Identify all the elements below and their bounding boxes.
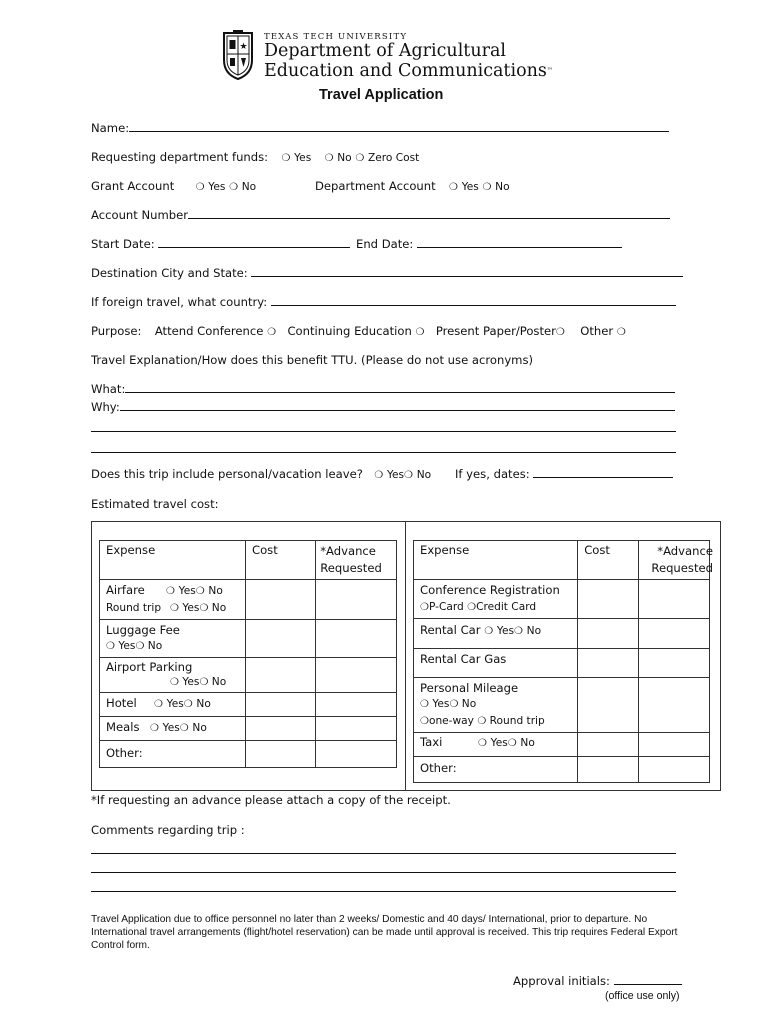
right-other-label: Other: [420, 761, 457, 775]
luggage-fee-label: Luggage Fee [106, 623, 180, 637]
taxi-advance-cell[interactable] [638, 733, 709, 757]
parking-yes-label: Yes [182, 676, 200, 688]
rental-no-radio[interactable]: ❍ [514, 626, 523, 637]
grant-yes-radio[interactable]: ❍ [195, 182, 205, 193]
approval-initials-line[interactable] [614, 974, 682, 985]
hotel-yes-radio[interactable]: ❍ [154, 699, 163, 710]
mileage-round-trip-radio[interactable]: ❍ [477, 716, 487, 727]
explanation-line-4[interactable] [91, 452, 676, 453]
foreign-travel-label: If foreign travel, what country: [91, 295, 268, 309]
airport-parking-label: Airport Parking [106, 660, 193, 674]
leave-dates-field[interactable] [455, 467, 673, 481]
purpose-label: Purpose: [91, 324, 142, 338]
footer-instructions: Travel Application due to office personnel no later than 2 weeks/ Domestic and 40 days/ International, prior to departure. No International travel arrangements (flight/hotel reservation) can be made until approval is received. This trip requires Federal Export Control form. [91, 914, 678, 951]
mileage-no-radio[interactable]: ❍ [449, 699, 459, 710]
luggage-options [106, 638, 251, 655]
mileage-round-trip-label: Round trip [489, 715, 545, 727]
left-advance-header-1: *Advance [320, 544, 376, 558]
end-date-label: End Date: [356, 237, 414, 251]
comments-line-2[interactable] [91, 872, 676, 873]
round-trip-no-radio[interactable]: ❍ [199, 603, 209, 614]
comments-line-3[interactable] [91, 891, 676, 892]
end-date-line[interactable] [417, 237, 622, 248]
account-number-line[interactable] [188, 208, 670, 219]
hotel-advance-cell[interactable] [316, 693, 397, 717]
airfare-label: Airfare [106, 583, 145, 597]
purpose-row [91, 324, 626, 338]
comments-label: Comments regarding trip : [91, 823, 245, 837]
personal-leave-label: Does this trip include personal/vacation leave? [91, 467, 363, 481]
name-field[interactable] [91, 121, 669, 135]
trip-type-options [420, 713, 583, 730]
approval-initials-label: Approval initials: [513, 974, 610, 988]
taxi-yes-label: Yes [490, 737, 508, 749]
airfare-yes-radio[interactable]: ❍ [166, 586, 175, 597]
luggage-no-radio[interactable]: ❍ [135, 641, 145, 652]
luggage-no-label: No [147, 640, 163, 652]
mileage-yes-radio[interactable]: ❍ [420, 699, 429, 710]
start-date-field[interactable] [91, 237, 350, 251]
hotel-yes-label: Yes [166, 698, 184, 710]
svg-text:★: ★ [239, 42, 248, 52]
explanation-line-3[interactable] [91, 431, 676, 432]
requesting-yes-label: Yes [294, 152, 312, 164]
what-line[interactable] [125, 382, 675, 393]
round-trip-row [106, 600, 251, 617]
parking-no-label: No [211, 676, 227, 688]
personal-mileage-label: Personal Mileage [420, 681, 519, 695]
requesting-yes-radio[interactable]: ❍ [281, 153, 291, 164]
credit-card-radio[interactable]: ❍ [467, 602, 477, 613]
parking-no-radio[interactable]: ❍ [199, 677, 209, 688]
department-name-line2 [264, 62, 553, 80]
left-other-label: Other: [106, 746, 143, 760]
continuing-education-radio[interactable]: ❍ [415, 327, 425, 338]
rental-yes-label: Yes [496, 625, 514, 637]
left-expense-header: Expense [106, 543, 156, 557]
rental-yes-radio[interactable]: ❍ [484, 626, 494, 637]
what-field[interactable] [91, 382, 675, 396]
requesting-funds-label: Requesting department funds: [91, 150, 269, 164]
purpose-other-label: Other [580, 324, 614, 338]
leave-no-radio[interactable]: ❍ [404, 470, 414, 481]
dept-account-yes-radio[interactable]: ❍ [449, 182, 458, 193]
why-line[interactable] [120, 400, 675, 411]
credit-card-label: Credit Card [476, 601, 537, 613]
account-number-field[interactable] [91, 208, 670, 222]
gas-advance-cell[interactable] [638, 649, 709, 678]
leave-no-label: No [416, 469, 432, 481]
meals-no-label: No [192, 722, 207, 734]
trademark-mark: ™ [546, 67, 553, 74]
account-number-label: Account Number [91, 208, 189, 222]
estimated-cost-label: Estimated travel cost: [91, 497, 219, 511]
right-other-advance-cell[interactable] [638, 757, 709, 783]
luggage-yes-radio[interactable]: ❍ [106, 641, 115, 652]
right-expense-header: Expense [420, 543, 470, 557]
rental-no-label: No [526, 625, 542, 637]
meals-yes-label: Yes [162, 722, 180, 734]
round-trip-yes-label: Yes [182, 602, 200, 614]
left-advance-header-2: Requested [320, 561, 382, 575]
one-way-label: one-way [428, 715, 474, 727]
left-cost-header: Cost [251, 543, 278, 557]
airfare-no-radio[interactable]: ❍ [195, 586, 205, 597]
department-name-line1: Department of Agricultural [264, 41, 506, 61]
left-other-advance-cell[interactable] [316, 741, 397, 768]
dept-account-yes-label: Yes [461, 181, 479, 193]
office-use-note: (office use only) [605, 990, 680, 1002]
grant-account-label: Grant Account [91, 179, 175, 193]
meals-label: Meals [106, 720, 140, 734]
expense-frame-divider [405, 521, 406, 790]
taxi-label: Taxi [420, 735, 443, 749]
requesting-no-label: No [337, 152, 352, 164]
end-date-field[interactable] [356, 237, 622, 251]
hotel-no-label: No [196, 698, 211, 710]
attend-conference-radio[interactable]: ❍ [267, 327, 277, 338]
leave-dates-line[interactable] [533, 467, 673, 478]
leave-yes-radio[interactable]: ❍ [374, 470, 384, 481]
luggage-advance-cell[interactable] [316, 620, 397, 658]
name-label: Name: [91, 121, 130, 135]
dept-account-no-label: No [495, 181, 510, 193]
department-account-row [315, 179, 510, 193]
expense-table-right [413, 540, 713, 783]
conference-registration-label: Conference Registration [420, 583, 560, 597]
requesting-no-radio[interactable]: ❍ [324, 153, 334, 164]
mileage-options [420, 696, 583, 713]
rental-advance-cell[interactable] [638, 619, 709, 649]
airfare-advance-cell[interactable] [316, 580, 397, 620]
advance-note: *If requesting an advance please attach a copy of the receipt. [91, 793, 451, 807]
start-date-label: Start Date: [91, 237, 155, 251]
present-paper-radio[interactable]: ❍ [555, 327, 565, 338]
round-trip-no-label: No [211, 602, 227, 614]
round-trip-yes-radio[interactable]: ❍ [170, 603, 179, 614]
hotel-no-radio[interactable]: ❍ [183, 699, 193, 710]
leave-yes-label: Yes [386, 469, 405, 481]
right-advance-header-1: *Advance [657, 544, 713, 558]
leave-dates-label: If yes, dates: [455, 467, 530, 481]
mileage-advance-cell[interactable] [638, 678, 709, 733]
hotel-label: Hotel [106, 696, 137, 710]
payment-options [420, 599, 583, 616]
registration-advance-cell[interactable] [638, 580, 709, 619]
ttu-seal-icon [221, 30, 255, 80]
airfare-row [106, 582, 251, 600]
parking-options [106, 675, 251, 690]
one-way-radio[interactable]: ❍ [420, 716, 429, 727]
foreign-travel-field[interactable] [91, 295, 676, 309]
personal-leave-row [91, 467, 431, 481]
airfare-yes-label: Yes [178, 585, 196, 597]
rental-car-label: Rental Car [420, 623, 481, 637]
university-name: TEXAS TECH UNIVERSITY [264, 32, 408, 42]
meals-yes-radio[interactable]: ❍ [150, 723, 159, 734]
approval-initials-field[interactable] [513, 974, 682, 988]
destination-field[interactable] [91, 266, 683, 280]
grant-no-label: No [241, 181, 257, 193]
requesting-zero-cost-label: Zero Cost [368, 152, 420, 164]
rental-car-gas-label: Rental Car Gas [420, 652, 507, 666]
airfare-no-label: No [208, 585, 223, 597]
mileage-no-label: No [461, 698, 477, 710]
meals-advance-cell[interactable] [316, 717, 397, 741]
taxi-no-label: No [520, 737, 535, 749]
requesting-funds-row [91, 150, 419, 164]
right-advance-header-2: Requested [651, 561, 713, 575]
right-cost-header: Cost [584, 543, 610, 557]
name-line[interactable] [129, 121, 669, 132]
meals-no-radio[interactable]: ❍ [179, 723, 189, 734]
dept-account-no-radio[interactable]: ❍ [482, 182, 492, 193]
requesting-zero-cost-radio[interactable]: ❍ [355, 153, 365, 164]
taxi-no-radio[interactable]: ❍ [507, 738, 517, 749]
foreign-travel-line[interactable] [271, 295, 676, 306]
page-title: Travel Application [319, 87, 444, 103]
parking-advance-cell[interactable] [316, 658, 397, 693]
why-label: Why: [91, 400, 120, 414]
grant-no-radio[interactable]: ❍ [229, 182, 239, 193]
grant-account-row [91, 179, 256, 193]
expense-table-left [99, 540, 397, 768]
travel-explanation-label: Travel Explanation/How does this benefit TTU. (Please do not use acronyms) [91, 353, 534, 367]
department-name-line2-text: Education and Communications [264, 61, 547, 81]
why-field[interactable] [91, 400, 675, 414]
department-account-label: Department Account [315, 179, 436, 193]
destination-line[interactable] [251, 266, 683, 277]
grant-yes-label: Yes [208, 181, 226, 193]
comments-line-1[interactable] [91, 853, 676, 854]
university-logo [221, 30, 255, 80]
p-card-radio[interactable]: ❍ [420, 602, 429, 613]
purpose-other-radio[interactable]: ❍ [616, 327, 626, 338]
luggage-yes-label: Yes [118, 640, 136, 652]
present-paper-label: Present Paper/Poster [435, 324, 556, 338]
taxi-yes-radio[interactable]: ❍ [478, 738, 487, 749]
start-date-line[interactable] [158, 237, 350, 248]
attend-conference-label: Attend Conference [154, 324, 264, 338]
mileage-yes-label: Yes [432, 698, 450, 710]
continuing-education-label: Continuing Education [287, 324, 412, 338]
what-label: What: [91, 382, 126, 396]
round-trip-label: Round trip [106, 602, 162, 614]
parking-yes-radio[interactable]: ❍ [170, 677, 179, 688]
destination-label: Destination City and State: [91, 266, 248, 280]
p-card-label: P-Card [428, 601, 464, 613]
